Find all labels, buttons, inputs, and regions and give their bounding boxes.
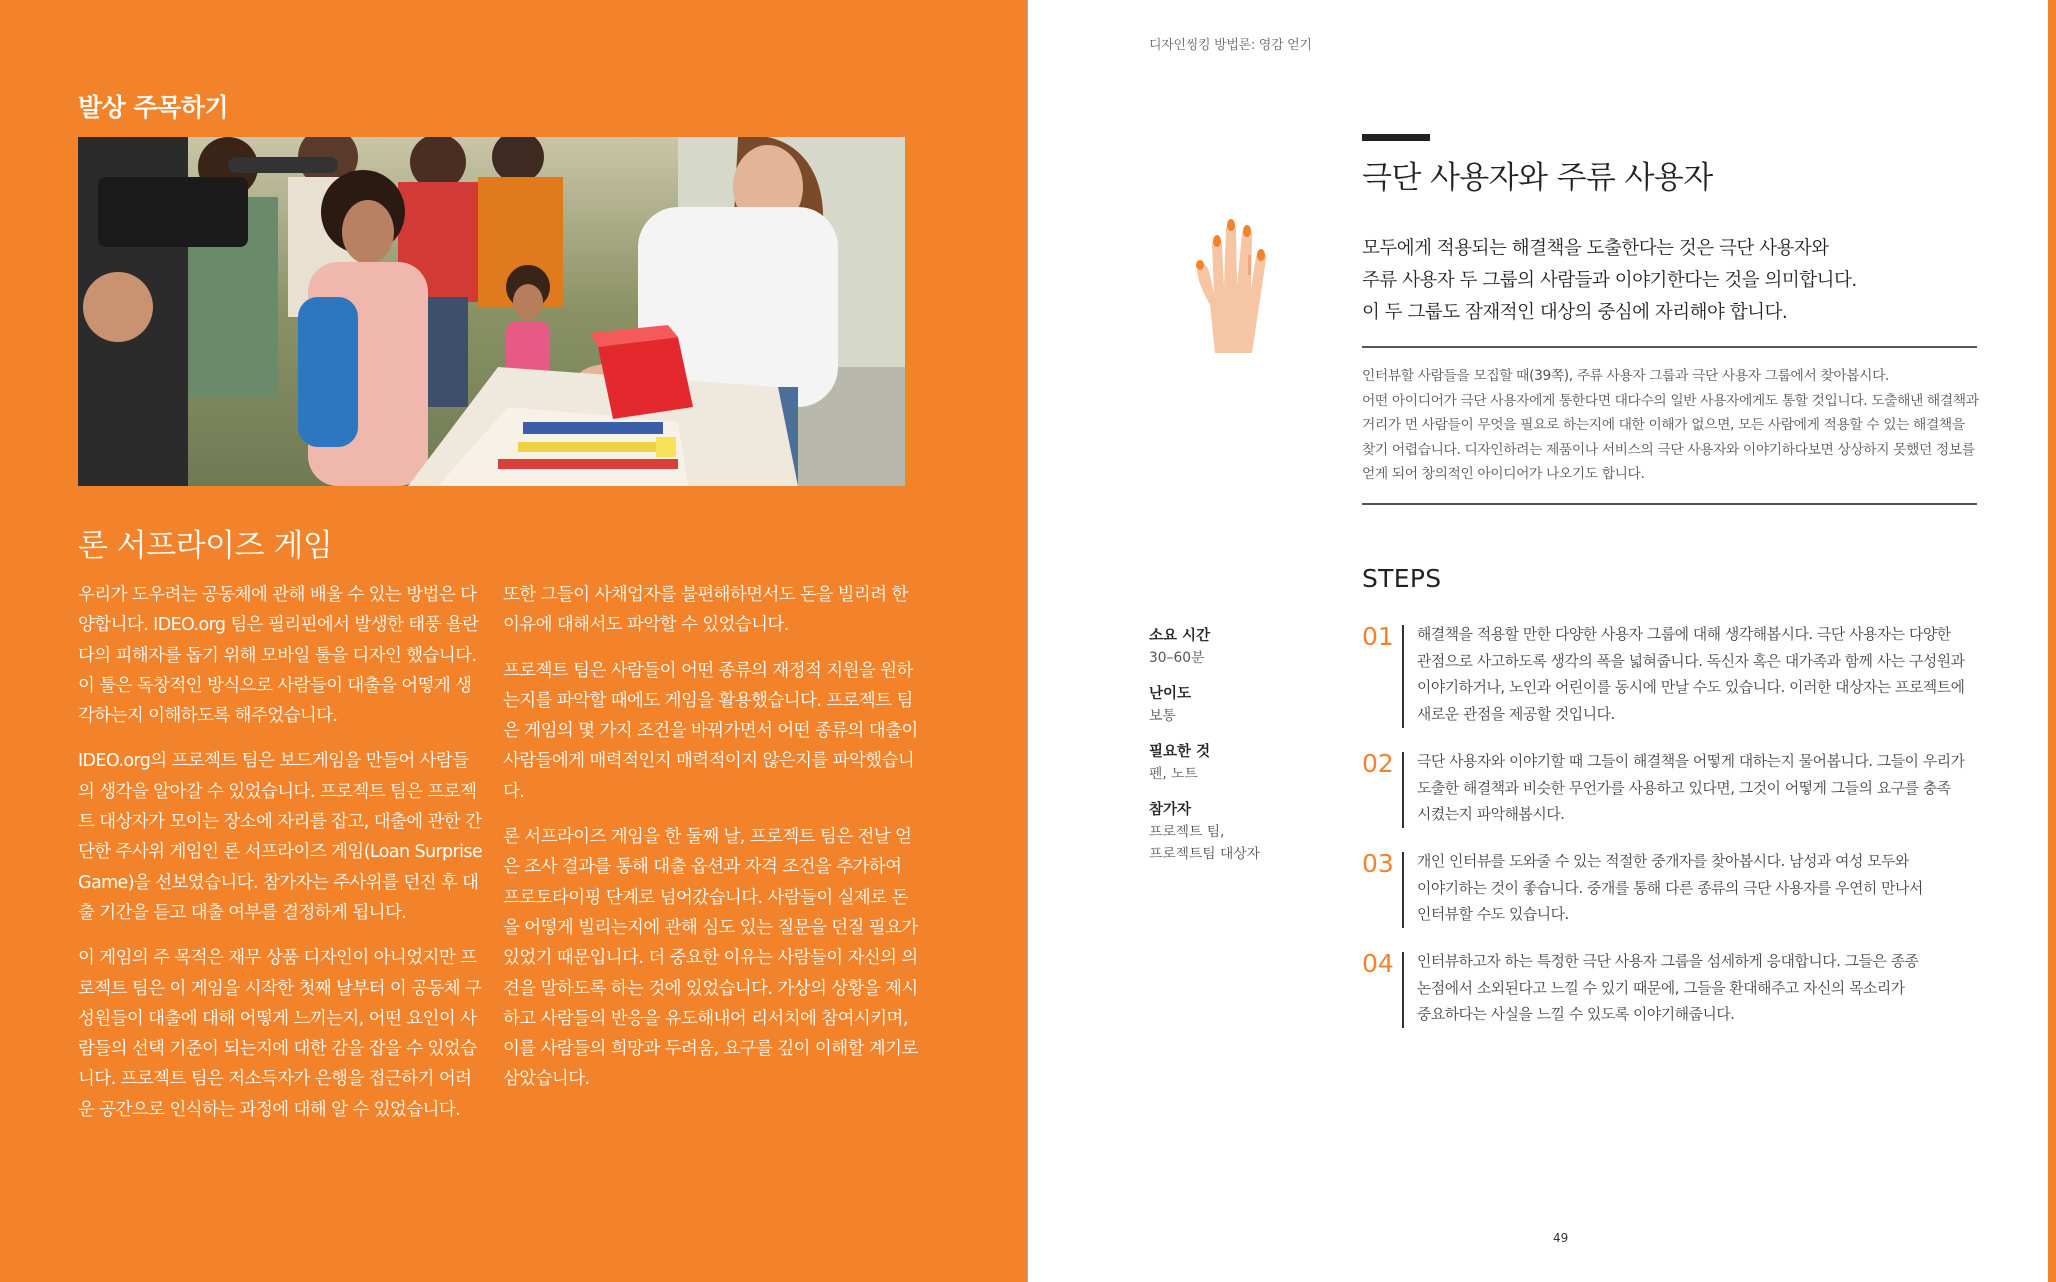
body-line: 어떤 아이디어가 극단 사용자에게 통한다면 대다수의 일반 사용자에게도 통할 것입니다. 도출해낸 해결책과 — [1362, 392, 1979, 409]
article-column-2 — [503, 580, 918, 1110]
step-rule — [1402, 625, 1404, 728]
step-rule — [1402, 852, 1404, 928]
paragraph: 프로젝트 팀은 사람들이 어떤 종류의 재정적 지원을 원하는지를 파악할 때에도 게임을 활용했습니다. 프로젝트 팀은 게임의 몇 가지 조건을 바꿔가면서 어떤 종류의 대출이 사람들에게 매력적인지 매력적이지 않은지를 파악했습니다. — [503, 660, 918, 802]
step-line: 극단 사용자와 이야기할 때 그들이 해결책을 어떻게 대하는지 물어봅니다. 그들이 우리가 — [1417, 753, 1965, 770]
step-line: 이야기하거나, 노인과 어린이를 동시에 만날 수도 있습니다. 이러한 대상자는 프로젝트에 — [1417, 679, 1965, 696]
intro-text — [1362, 233, 2002, 329]
step-line: 개인 인터뷰를 도와줄 수 있는 적절한 중개자를 찾아봅시다. 남성과 여성 모두와 — [1417, 853, 1909, 870]
steps-heading: STEPS — [1362, 564, 1442, 593]
step-line: 중요하다는 사실을 느낄 수 있도록 이야기해줍니다. — [1417, 1006, 1735, 1023]
body-line: 거리가 먼 사람들이 무엇을 필요로 하는지에 대한 이해가 없으면, 모든 사람에게 적용할 수 있는 해결책을 — [1362, 417, 1965, 433]
paragraph: 또한 그들이 사채업자를 불편해하면서도 돈을 빌리려 한 이유에 대해서도 파악할 수 있었습니다. — [503, 585, 908, 636]
article-title: 론 서프라이즈 게임 — [78, 528, 333, 564]
step-line: 도출한 해결책과 비슷한 무언가를 사용하고 있다면, 그것이 어떻게 그들의 요구를 충족 — [1417, 779, 1951, 797]
field-research-photo — [78, 137, 905, 486]
section-heading: 발상 주목하기 — [78, 93, 229, 122]
body-text — [1362, 364, 1987, 487]
divider — [1362, 346, 1977, 348]
left-page — [0, 0, 1026, 1282]
step-line: 관점으로 사고하도록 생각의 폭을 넓혀줍니다. 독신자 혹은 대가족과 함께 사는 구성원과 — [1417, 652, 1965, 670]
body-line: 인터뷰할 사람들을 모집할 때(39쪽), 주류 사용자 그룹과 극단 사용자 그룹에서 찾아봅시다. — [1362, 368, 1890, 384]
paragraph: 론 서프라이즈 게임을 한 둘째 날, 프로젝트 팀은 전날 얻은 조사 결과를 통해 대출 옵션과 자격 조건을 추가하여 프로토타이핑 단계로 넘어갔습니다. 사람들이 실제로 돈을 어떻게 빌리는지에 관해 심도 있는 질문을 던질 필요가 있었기 때문입니다. 더 중요한 이유는 사람들이 자신의 의견을 말하도록 하는 것에 있었습니다. 가상의 상황을 제시하고 사람들의 반응을 유도해내어 리서치에 참여시키며, 이를 사람들의 희망과 두려움, 요구를 깊이 이해할 계기로 삼았습니다. — [503, 827, 918, 1090]
step-text — [1417, 749, 2007, 829]
paragraph: 우리가 도우려는 공동체에 관해 배울 수 있는 방법은 다양합니다. IDEO.org 팀은 필리핀에서 발생한 태풍 욜란다의 피해자를 돕기 위해 모바일 툴을 디자인 했습니다. 이 툴은 독창적인 방식으로 사람들이 대출을 어떻게 생각하는지 이해하도록 해주었습니다. — [78, 585, 479, 727]
hand-icon — [1190, 205, 1295, 359]
step-number: 02 — [1362, 749, 1394, 778]
step-text — [1417, 622, 2007, 728]
running-header: 디자인씽킹 방법론: 영감 얻기 — [1149, 38, 1312, 53]
meta-label: 필요한 것 — [1149, 744, 1211, 760]
page-edge — [2048, 0, 2056, 1282]
meta-value: 프로젝트 팀, 프로젝트팀 대상자 — [1149, 824, 1261, 862]
body-line: 찾기 어렵습니다. 디자인하려는 제품이나 서비스의 극단 사용자와 이야기하다보면 상상하지 못했던 정보를 — [1362, 441, 1975, 458]
step-line: 인터뷰하고자 하는 특정한 극단 사용자 그룹을 섬세하게 응대합니다. 그들은 종종 — [1417, 953, 1919, 970]
step-line: 논점에서 소외된다고 느낄 수 있기 때문에, 그들을 환대해주고 자신의 목소리가 — [1417, 979, 1905, 997]
step-text — [1417, 949, 2007, 1029]
meta-label: 참가자 — [1149, 802, 1192, 818]
meta-value: 펜, 노트 — [1149, 766, 1198, 782]
meta-value: 30–60분 — [1149, 650, 1205, 666]
step-number: 04 — [1362, 949, 1394, 978]
body-line: 얻게 되어 창의적인 아이디어가 나오기도 합니다. — [1362, 466, 1645, 482]
step-line: 시켰는지 파악해봅시다. — [1417, 806, 1565, 823]
photo-illustration — [78, 137, 905, 486]
meta-value: 보통 — [1149, 708, 1176, 724]
step-number: 03 — [1362, 849, 1394, 878]
step-number: 01 — [1362, 622, 1394, 651]
step-rule — [1402, 952, 1404, 1028]
meta-label: 소요 시간 — [1149, 628, 1211, 644]
step-line: 이야기하는 것이 좋습니다. 중개를 통해 다른 종류의 극단 사용자를 우연히 만나서 — [1417, 879, 1923, 897]
step-line: 인터뷰할 수도 있습니다. — [1417, 906, 1569, 923]
title-accent-bar — [1362, 134, 1430, 141]
step-rule — [1402, 752, 1404, 828]
method-title: 극단 사용자와 주류 사용자 — [1362, 160, 1713, 196]
step-text — [1417, 849, 2007, 929]
method-meta — [1149, 625, 1319, 879]
intro-line: 주류 사용자 두 그룹의 사람들과 이야기한다는 것을 의미합니다. — [1362, 270, 1857, 291]
step-line: 새로운 관점을 제공할 것입니다. — [1417, 705, 1615, 723]
paragraph: 이 게임의 주 목적은 재무 상품 디자인이 아니었지만 프로젝트 팀은 이 게임을 시작한 첫째 날부터 이 공동체 구성원들이 대출에 대해 어떻게 느끼는지, 어떤 요인이 사람들의 선택 기준이 되는지에 대한 감을 잡을 수 있었습니다. 프로젝트 팀은 저소득자가 은행을 접근하기 어려운 공간으로 인식하는 과정에 대해 알 수 있었습니다. — [78, 948, 482, 1120]
paragraph: IDEO.org의 프로젝트 팀은 보드게임을 만들어 사람들의 생각을 알아갈 수 있었습니다. 프로젝트 팀은 프로젝트 대상자가 모이는 장소에 자리를 잡고, 대출에 관한 간단한 주사위 게임인 론 서프라이즈 게임(Loan Surprise Game)을 선보였습니다. 참가자는 주사위를 던진 후 대출 기간을 듣고 대출 여부를 결정하게 됩니다. — [78, 751, 483, 923]
intro-line: 모두에게 적용되는 해결책을 도출한다는 것은 극단 사용자와 — [1362, 238, 1829, 259]
article-column-1 — [78, 580, 483, 1140]
divider — [1362, 503, 1977, 505]
page-number: 49 — [1553, 1231, 1569, 1245]
intro-line: 이 두 그룹도 잠재적인 대상의 중심에 자리해야 합니다. — [1362, 302, 1788, 323]
meta-label: 난이도 — [1149, 686, 1192, 702]
step-line: 해결책을 적용할 만한 다양한 사용자 그룹에 대해 생각해봅시다. 극단 사용자는 다양한 — [1417, 626, 1951, 643]
